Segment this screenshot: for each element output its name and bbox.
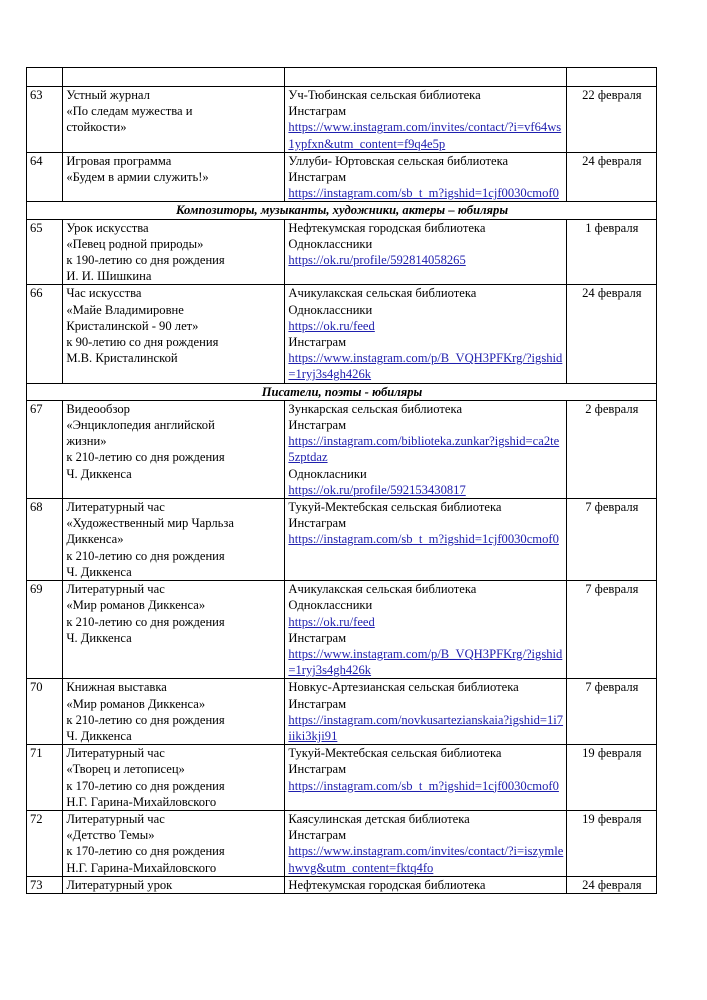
platform-name: Одноклассники [288,302,373,317]
event-date: 7 февраля [566,499,656,581]
table-row [27,87,657,153]
events-table [26,67,657,894]
venue-cell [285,285,566,383]
library-name: Уч-Тюбинская сельская библиотека [288,88,481,102]
row-number: 70 [27,679,63,745]
event-title-line: к 210-летию со дня рождения [66,450,225,465]
row-number: 73 [27,876,63,893]
event-title-cell [63,400,285,498]
event-title-line: жизни» [66,434,107,449]
event-title-cell [63,581,285,679]
event-title-line: Час искусства [66,286,142,301]
event-title-line: к 210-летию со дня рождения [66,548,225,563]
event-title-cell [63,499,285,581]
library-name: Нефтекумская городская библиотека [288,877,486,892]
event-title-line: Урок искусства [66,220,149,235]
event-title-line: «Певец родной природы» [66,236,204,251]
event-title-line: Книжная выставка [66,680,167,695]
table-row-empty [27,68,657,87]
event-title-line: «Детство Темы» [66,828,155,843]
event-title-line: Игровая программа [66,153,172,168]
venue-cell [285,679,566,745]
section-title: Писатели, поэты - юбиляры [27,383,657,400]
event-title-cell [63,87,285,153]
event-title-line: к 170-летию со дня рождения [66,844,225,859]
event-title-line: к 170-летию со дня рождения [66,778,225,793]
platform-name: Инстаграм [288,335,347,350]
event-date: 19 февраля [566,810,656,876]
event-title-line: Ч. Диккенса [66,466,132,481]
venue-cell [285,400,566,498]
platform-name: Инстаграм [288,828,347,843]
event-title-cell [63,876,285,893]
row-number: 66 [27,285,63,383]
event-date: 7 февраля [566,679,656,745]
platform-name: Инстаграм [288,170,347,185]
event-title-line: к 90-летию со дня рождения [66,335,219,350]
event-title-line: Н.Г. Гарина-Михайловского [66,794,217,809]
platform-name: Одноклассники [288,236,373,251]
venue-cell [285,87,566,153]
event-title-line: «Мир романов Диккенса» [66,598,206,613]
platform-name: Однокласники [288,466,367,481]
event-title-cell [63,285,285,383]
event-date: 24 февраля [566,285,656,383]
library-name: Новкус-Артезианская сельская библиотека [288,680,519,695]
event-link[interactable]: https://instagram.com/novkusartezianskaia?igshid=1i7iiki3kji91 [288,712,564,743]
event-link[interactable]: https://ok.ru/feed [288,614,375,629]
event-link[interactable]: https://www.instagram.com/p/B_VQH3PFKrg/?igshid=1ryj3s4gh426k [288,351,563,382]
event-title-line: «По следам мужества и [66,104,193,119]
event-title-line: Ч. Диккенса [66,564,132,579]
table-row [27,400,657,498]
event-date: 24 февраля [566,152,656,202]
event-date: 2 февраля [566,400,656,498]
event-title-line: Литературный час [66,746,165,761]
event-title-line: стойкости» [66,120,127,135]
event-link[interactable]: https://ok.ru/profile/592814058265 [288,253,466,268]
venue-cell [285,810,566,876]
row-number: 68 [27,499,63,581]
event-date: 7 февраля [566,581,656,679]
event-title-line: к 210-летию со дня рождения [66,614,225,629]
library-name: Нефтекумская городская библиотека [288,220,486,235]
row-number: 65 [27,219,63,285]
library-name: Тукуй-Мектебская сельская библиотека [288,746,502,761]
event-title-cell [63,219,285,285]
event-link[interactable]: https://www.instagram.com/invites/contact/?i=iszymlehwvg&utm_content=fktq4fo [288,844,564,875]
platform-name: Инстаграм [288,104,347,119]
table-row [27,581,657,679]
row-number: 63 [27,87,63,153]
row-number: 64 [27,152,63,202]
event-title-cell [63,745,285,811]
event-title-line: Видеообзор [66,401,130,416]
event-title-line: Литературный час [66,500,165,515]
table-row [27,152,657,202]
table-row [27,285,657,383]
event-date: 19 февраля [566,745,656,811]
event-title-line: М.В. Кристалинской [66,351,178,366]
platform-name: Инстаграм [288,696,347,711]
event-link[interactable]: https://instagram.com/sb_t_m?igshid=1cjf0030cmof0 [288,778,559,793]
platform-name: Одноклассники [288,598,373,613]
event-link[interactable]: https://www.instagram.com/p/B_VQH3PFKrg/?igshid=1ryj3s4gh426k [288,646,563,678]
event-title-line: «Творец и летописец» [66,762,185,777]
event-link[interactable]: https://www.instagram.com/invites/contact/?i=vf64ws1ypfxn&utm_content=f9q4e5p [288,120,562,151]
events-table-body [27,68,657,894]
library-name: Ачикулакская сельская библиотека [288,582,477,597]
event-title-line: Литературный урок [66,877,173,892]
event-link[interactable]: https://instagram.com/sb_t_m?igshid=1cjf0030cmof0 [288,532,559,547]
event-link[interactable]: https://ok.ru/profile/592153430817 [288,482,466,497]
library-name: Уллуби- Юртовская сельская библиотека [288,153,509,168]
event-title-line: «Будем в армии служить!» [66,170,209,185]
platform-name: Инстаграм [288,418,347,433]
row-number: 71 [27,745,63,811]
event-link[interactable]: https://instagram.com/biblioteka.zunkar?igshid=ca2te5zptdaz [288,434,560,465]
event-date: 1 февраля [566,219,656,285]
table-row [27,876,657,893]
event-title-line: «Майе Владимировне [66,302,184,317]
library-name: Ачикулакская сельская библиотека [288,286,477,301]
event-title-cell [63,152,285,202]
event-title-line: «Энциклопедия английской [66,418,215,433]
event-title-line: Устный журнал [66,88,150,102]
event-title-line: «Художественный мир Чарльза [66,516,234,531]
section-header-row [27,202,657,219]
table-row [27,679,657,745]
row-number: 69 [27,581,63,679]
library-name: Зункарская сельская библиотека [288,401,463,416]
event-title-line: Ч. Диккенса [66,630,132,645]
event-title-line: «Мир романов Диккенса» [66,696,206,711]
platform-name: Инстаграм [288,516,347,531]
section-title: Композиторы, музыканты, художники, актеры – юбиляры [27,202,657,219]
section-header-row [27,383,657,400]
table-row [27,810,657,876]
platform-name: Инстаграм [288,762,347,777]
event-title-line: Н.Г. Гарина-Михайловского [66,860,217,875]
event-title-line: Ч. Диккенса [66,728,132,743]
venue-cell [285,499,566,581]
event-title-line: к 190-летию со дня рождения [66,253,225,268]
event-link[interactable]: https://ok.ru/feed [288,318,375,333]
table-row [27,219,657,285]
event-title-cell [63,679,285,745]
library-name: Тукуй-Мектебская сельская библиотека [288,500,502,515]
table-row [27,499,657,581]
venue-cell [285,876,566,893]
table-row [27,745,657,811]
event-date: 24 февраля [566,876,656,893]
event-title-line: к 210-летию со дня рождения [66,712,225,727]
event-title-line: Кристалинской - 90 лет» [66,318,199,333]
event-title-line: И. И. Шишкина [66,269,152,284]
row-number: 67 [27,400,63,498]
venue-cell [285,581,566,679]
event-title-line: Диккенса» [66,532,124,547]
venue-cell [285,219,566,285]
venue-cell [285,745,566,811]
event-title-line: Литературный час [66,811,165,826]
event-link[interactable]: https://instagram.com/sb_t_m?igshid=1cjf0030cmof0 [288,186,559,201]
row-number: 72 [27,810,63,876]
event-date: 22 февраля [566,87,656,153]
library-name: Каясулинская детская библиотека [288,811,470,826]
platform-name: Инстаграм [288,630,347,645]
event-title-line: Литературный час [66,582,165,597]
venue-cell [285,152,566,202]
event-title-cell [63,810,285,876]
